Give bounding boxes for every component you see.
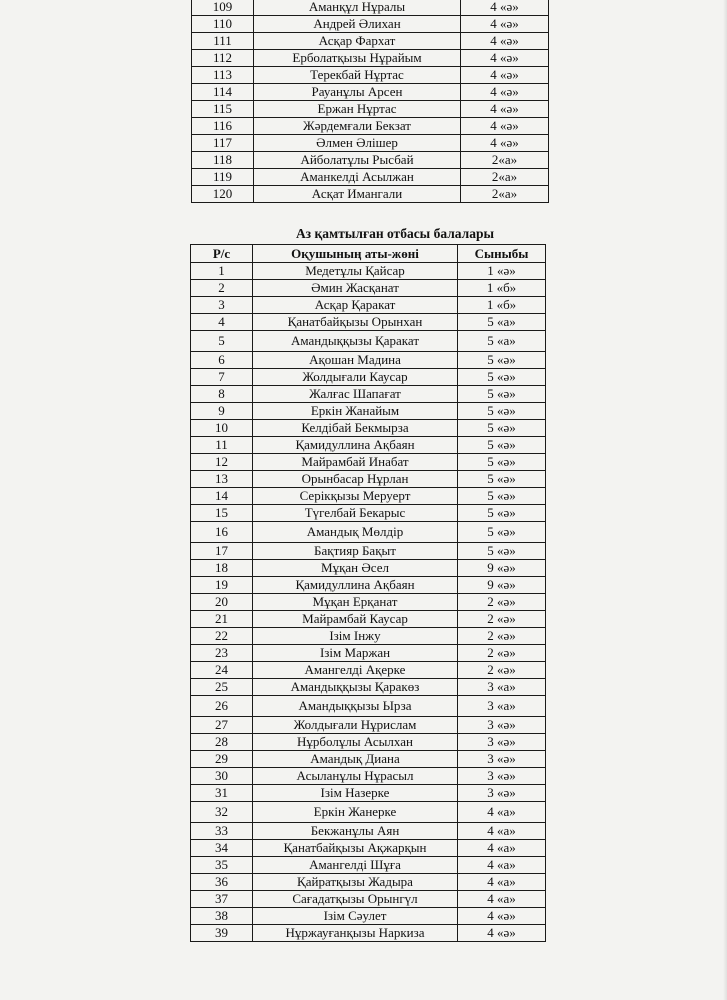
student-name: Мұқан Ерқанат: [253, 594, 458, 611]
student-grade: 4 «ә»: [461, 50, 549, 67]
student-name: Амандыққызы Ырза: [253, 696, 458, 717]
student-name: Амандық Мөлдір: [253, 522, 458, 543]
row-number: 24: [191, 662, 253, 679]
row-number: 114: [192, 84, 254, 101]
student-name: Жолдығали Каусар: [253, 369, 458, 386]
student-name: Еркін Жанайым: [253, 403, 458, 420]
header-grade: Сыныбы: [458, 245, 546, 263]
table-row: [191, 802, 546, 823]
student-name: Қамидуллина Ақбаян: [253, 437, 458, 454]
row-number: 16: [191, 522, 253, 543]
row-number: 2: [191, 280, 253, 297]
student-name: Орынбасар Нұрлан: [253, 471, 458, 488]
row-number: 20: [191, 594, 253, 611]
table-row: [191, 471, 546, 488]
row-number: 25: [191, 679, 253, 696]
student-name: Жәрдемғали Бекзат: [254, 118, 461, 135]
student-grade: 2 «ә»: [458, 662, 546, 679]
student-grade: 4 «ә»: [458, 908, 546, 925]
row-number: 6: [191, 352, 253, 369]
student-grade: 4 «а»: [458, 802, 546, 823]
student-name: Жалғас Шапағат: [253, 386, 458, 403]
student-name: Мұқан Әсел: [253, 560, 458, 577]
row-number: 27: [191, 717, 253, 734]
student-grade: 1 «ә»: [458, 263, 546, 280]
row-number: 10: [191, 420, 253, 437]
row-number: 5: [191, 331, 253, 352]
student-name: Еркін Жанерке: [253, 802, 458, 823]
row-number: 119: [192, 169, 254, 186]
table-row: [191, 679, 546, 696]
table-row: [191, 437, 546, 454]
table-row: [191, 263, 546, 280]
student-name: Әмин Жасқанат: [253, 280, 458, 297]
student-grade: 4 «ә»: [461, 33, 549, 50]
student-grade: 4 «ә»: [461, 101, 549, 118]
student-grade: 4 «а»: [458, 891, 546, 908]
row-number: 9: [191, 403, 253, 420]
student-grade: 5 «ә»: [458, 543, 546, 560]
student-grade: 5 «ә»: [458, 403, 546, 420]
student-name: Ержан Нұртас: [254, 101, 461, 118]
table-row: [191, 297, 546, 314]
student-name: Қанатбайқызы Орынхан: [253, 314, 458, 331]
row-number: 35: [191, 857, 253, 874]
table-row: [191, 785, 546, 802]
row-number: 118: [192, 152, 254, 169]
table-row: [191, 857, 546, 874]
student-grade: 2 «ә»: [458, 594, 546, 611]
table-row: [192, 84, 549, 101]
student-grade: 4 «ә»: [461, 135, 549, 152]
student-name: Майрамбай Каусар: [253, 611, 458, 628]
table-row: [191, 314, 546, 331]
student-grade: 5 «ә»: [458, 522, 546, 543]
top-table-body: [192, 0, 549, 203]
student-name: Медетұлы Қайсар: [253, 263, 458, 280]
table-row: [192, 101, 549, 118]
row-number: 14: [191, 488, 253, 505]
student-name: Асыланұлы Нұрасыл: [253, 768, 458, 785]
row-number: 18: [191, 560, 253, 577]
low-income-students-table: [190, 244, 546, 942]
table-row: [192, 50, 549, 67]
student-name: Түгелбай Бекарыс: [253, 505, 458, 522]
table-row: [191, 505, 546, 522]
student-name: Ерболатқызы Нұрайым: [254, 50, 461, 67]
row-number: 109: [192, 0, 254, 16]
row-number: 36: [191, 874, 253, 891]
student-name: Асқат Имангали: [254, 186, 461, 203]
student-name: Ақошан Мадина: [253, 352, 458, 369]
student-grade: 9 «ә»: [458, 560, 546, 577]
table-row: [191, 352, 546, 369]
table-row: [191, 594, 546, 611]
row-number: 116: [192, 118, 254, 135]
row-number: 38: [191, 908, 253, 925]
row-number: 112: [192, 50, 254, 67]
student-name: Ізім Інжу: [253, 628, 458, 645]
student-grade: 4 «ә»: [461, 0, 549, 16]
student-grade: 1 «б»: [458, 280, 546, 297]
student-name: Амангелді Шұға: [253, 857, 458, 874]
table-row: [192, 16, 549, 33]
student-name: Ізім Маржан: [253, 645, 458, 662]
table-row: [191, 454, 546, 471]
student-name: Қайратқызы Жадыра: [253, 874, 458, 891]
table-row: [192, 118, 549, 135]
student-grade: 3 «ә»: [458, 717, 546, 734]
student-grade: 2«а»: [461, 152, 549, 169]
row-number: 17: [191, 543, 253, 560]
student-name: Қамидуллина Ақбаян: [253, 577, 458, 594]
table-row: [191, 543, 546, 560]
student-name: Амандыққызы Қаракөз: [253, 679, 458, 696]
row-number: 34: [191, 840, 253, 857]
student-grade: 4 «а»: [458, 840, 546, 857]
table-row: [191, 874, 546, 891]
student-grade: 2«а»: [461, 169, 549, 186]
student-grade: 3 «ә»: [458, 734, 546, 751]
student-name: Ізім Назерке: [253, 785, 458, 802]
student-grade: 4 «ә»: [458, 925, 546, 942]
student-grade: 3 «а»: [458, 679, 546, 696]
row-number: 3: [191, 297, 253, 314]
row-number: 39: [191, 925, 253, 942]
table-row: [191, 645, 546, 662]
row-number: 21: [191, 611, 253, 628]
student-name: Асқар Қаракат: [253, 297, 458, 314]
student-grade: 5 «а»: [458, 314, 546, 331]
row-number: 111: [192, 33, 254, 50]
student-grade: 5 «ә»: [458, 437, 546, 454]
row-number: 31: [191, 785, 253, 802]
table-row: [192, 169, 549, 186]
row-number: 26: [191, 696, 253, 717]
table-row: [191, 891, 546, 908]
row-number: 113: [192, 67, 254, 84]
row-number: 8: [191, 386, 253, 403]
table-row: [191, 696, 546, 717]
row-number: 19: [191, 577, 253, 594]
student-grade: 5 «ә»: [458, 386, 546, 403]
table-row: [191, 925, 546, 942]
main-table-body: [191, 263, 546, 942]
student-grade: 3 «а»: [458, 696, 546, 717]
row-number: 22: [191, 628, 253, 645]
table-row: [191, 280, 546, 297]
student-name: Жолдығали Нұрислам: [253, 717, 458, 734]
table-row: [192, 67, 549, 84]
student-grade: 4 «а»: [458, 857, 546, 874]
header-student-name: Оқушының аты-жөні: [253, 245, 458, 263]
student-name: Айболатұлы Рысбай: [254, 152, 461, 169]
student-grade: 2 «ә»: [458, 628, 546, 645]
table-row: [191, 420, 546, 437]
table-row: [191, 734, 546, 751]
table-row: [191, 840, 546, 857]
student-grade: 5 «ә»: [458, 471, 546, 488]
student-name: Келдібай Бекмырза: [253, 420, 458, 437]
top-student-table: [191, 0, 549, 203]
student-name: Нұржауғанқызы Наркиза: [253, 925, 458, 942]
row-number: 29: [191, 751, 253, 768]
header-number: Р/с: [191, 245, 253, 263]
row-number: 11: [191, 437, 253, 454]
table-row: [191, 717, 546, 734]
row-number: 33: [191, 823, 253, 840]
section-title: Аз қамтылған отбасы балалары: [295, 226, 495, 241]
table-row: [192, 33, 549, 50]
row-number: 32: [191, 802, 253, 823]
student-grade: 3 «ә»: [458, 768, 546, 785]
row-number: 28: [191, 734, 253, 751]
table-row: [192, 0, 549, 16]
table-header-row: [191, 245, 546, 263]
student-name: Амандық Диана: [253, 751, 458, 768]
student-name: Андрей Әлихан: [254, 16, 461, 33]
row-number: 4: [191, 314, 253, 331]
student-grade: 9 «ә»: [458, 577, 546, 594]
table-row: [191, 560, 546, 577]
table-row: [191, 823, 546, 840]
student-grade: 4 «ә»: [461, 118, 549, 135]
student-name: Амандыққызы Қаракат: [253, 331, 458, 352]
student-grade: 3 «ә»: [458, 751, 546, 768]
table-row: [192, 135, 549, 152]
student-grade: 5 «ә»: [458, 352, 546, 369]
student-name: Асқар Фархат: [254, 33, 461, 50]
row-number: 115: [192, 101, 254, 118]
row-number: 7: [191, 369, 253, 386]
student-name: Рауанұлы Арсен: [254, 84, 461, 101]
row-number: 13: [191, 471, 253, 488]
row-number: 120: [192, 186, 254, 203]
table-row: [191, 611, 546, 628]
student-name: Амангелді Ақерке: [253, 662, 458, 679]
page-edge-shadow: [723, 0, 727, 1000]
table-row: [192, 186, 549, 203]
row-number: 37: [191, 891, 253, 908]
student-name: Әлмен Әлішер: [254, 135, 461, 152]
student-grade: 4 «ә»: [461, 16, 549, 33]
student-name: Бақтияр Бақыт: [253, 543, 458, 560]
student-grade: 2 «ә»: [458, 645, 546, 662]
student-grade: 5 «ә»: [458, 369, 546, 386]
student-name: Ізім Сәулет: [253, 908, 458, 925]
row-number: 23: [191, 645, 253, 662]
student-name: Бекжанұлы Аян: [253, 823, 458, 840]
student-grade: 4 «а»: [458, 823, 546, 840]
table-row: [191, 662, 546, 679]
row-number: 117: [192, 135, 254, 152]
student-name: Серікқызы Меруерт: [253, 488, 458, 505]
student-grade: 1 «б»: [458, 297, 546, 314]
row-number: 12: [191, 454, 253, 471]
table-row: [191, 369, 546, 386]
student-name: Терекбай Нұртас: [254, 67, 461, 84]
student-name: Нұрболұлы Асылхан: [253, 734, 458, 751]
table-row: [191, 577, 546, 594]
student-grade: 2«а»: [461, 186, 549, 203]
student-grade: 4 «ә»: [461, 67, 549, 84]
table-row: [191, 488, 546, 505]
table-row: [191, 768, 546, 785]
student-grade: 5 «ә»: [458, 505, 546, 522]
student-name: Майрамбай Инабат: [253, 454, 458, 471]
student-grade: 5 «а»: [458, 331, 546, 352]
table-row: [191, 386, 546, 403]
student-grade: 4 «ә»: [461, 84, 549, 101]
row-number: 30: [191, 768, 253, 785]
student-name: Аманқұл Нұралы: [254, 0, 461, 16]
table-row: [191, 522, 546, 543]
student-grade: 5 «ә»: [458, 420, 546, 437]
table-row: [191, 628, 546, 645]
student-grade: 5 «ә»: [458, 488, 546, 505]
student-name: Аманкелді Асылжан: [254, 169, 461, 186]
student-name: Қанатбайқызы Ақжарқын: [253, 840, 458, 857]
table-row: [191, 751, 546, 768]
table-row: [191, 908, 546, 925]
table-row: [192, 152, 549, 169]
row-number: 15: [191, 505, 253, 522]
student-grade: 2 «ә»: [458, 611, 546, 628]
table-row: [191, 331, 546, 352]
row-number: 110: [192, 16, 254, 33]
student-grade: 3 «ә»: [458, 785, 546, 802]
row-number: 1: [191, 263, 253, 280]
student-name: Сағадатқызы Орынгүл: [253, 891, 458, 908]
student-grade: 4 «а»: [458, 874, 546, 891]
student-grade: 5 «ә»: [458, 454, 546, 471]
table-row: [191, 403, 546, 420]
